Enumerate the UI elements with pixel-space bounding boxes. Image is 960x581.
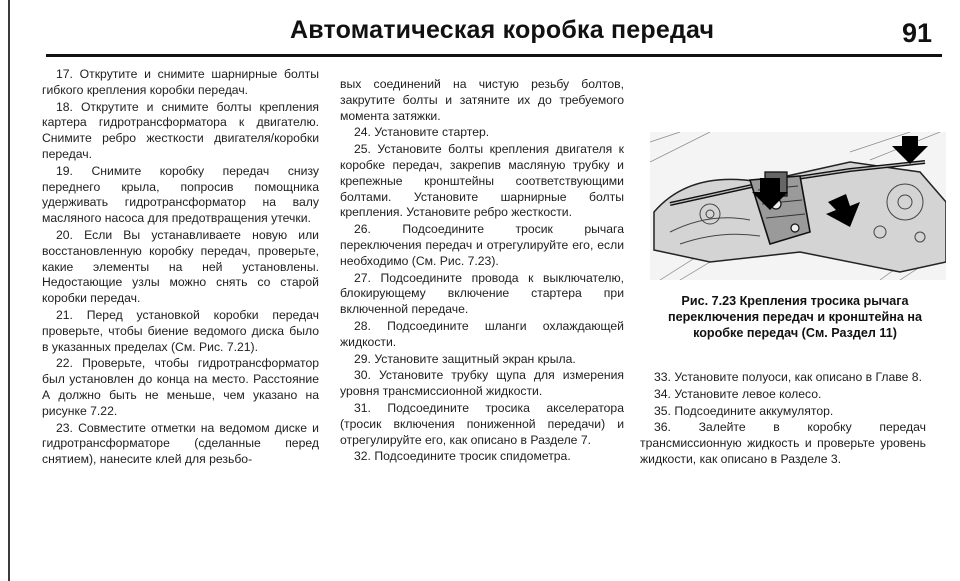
scan-edge <box>8 0 10 581</box>
figure-7-23 <box>650 132 946 280</box>
paragraph-20: 20. Если Вы устанавливаете новую или восстановленную коробку передач, проверьте, какие элементы на ней установлены. Недостающие узлы можно снять со старой коробки передач. <box>42 227 319 306</box>
paragraph-23: 23. Совместите отметки на ведомом диске и гидротрансформаторе (сделанные перед снятием), нанесите клей для резьбо- <box>42 420 319 467</box>
paragraph-23-continued: вых соединений на чистую резьбу болтов, закрутите болты и затяните их до требуемого момента затяжки. <box>340 77 624 123</box>
paragraph-36: 36. Залейте в коробку передач трансмиссионную жидкость и проверьте уровень жидкости, как описано в Разделе 3. <box>640 420 926 466</box>
paragraph-33: 33. Установите полуоси, как описано в Главе 8. <box>654 370 922 384</box>
paragraph-27: 27. Подсоедините провода к выключателю, блокирующему включение стартера при включенной передаче. <box>340 270 624 317</box>
paragraph-21: 21. Перед установкой коробки передач проверьте, чтобы биение ведомого диска было в указанных пределах (См. Рис. 7.21). <box>42 307 319 354</box>
paragraph-30: 30. Установите трубку щупа для измерения уровня трансмиссионной жидкости. <box>340 368 624 399</box>
paragraph-25: 25. Установите болты крепления двигателя к коробке передач, закрепив масляную трубку и крепежные кронштейны соответствующими болтами. Установите шарнирные болты крепления. Установите ребро жесткости. <box>340 142 624 220</box>
page-header <box>46 10 942 57</box>
paragraph-28: 28. Подсоедините шланги охлаждающей жидкости. <box>340 318 624 349</box>
paragraph-17: 17. Открутите и снимите шарнирные болты гибкого крепления коробки передач. <box>42 67 319 97</box>
paragraph-29: 29. Установите защитный экран крыла. <box>354 351 576 366</box>
paragraph-34: 34. Установите левое колесо. <box>654 386 822 401</box>
figure-caption: Рис. 7.23 Крепления тросика рычага переключения передач и кронштейна на коробке передач (См. Раздел 11) <box>667 294 923 340</box>
text-column-left <box>42 67 319 469</box>
paragraph-22: 22. Проверьте, чтобы гидротрансформатор был установлен до конца на место. Расстояние А должно быть не меньше, чем указано на рисунке 7.22. <box>42 356 319 418</box>
paragraph-35: 35. Подсоедините аккумулятор. <box>654 403 834 418</box>
text-column-middle <box>340 77 624 466</box>
text-column-right <box>640 370 926 469</box>
transmission-bracket-illustration <box>650 132 946 280</box>
page-number: 91 <box>901 18 932 48</box>
paragraph-19: 19. Снимите коробку передач снизу переднего крыла, попросив помощника удерживать гидротрансформатор на валу масляного насоса для предотвращения утечки. <box>42 163 319 226</box>
paragraph-31: 31. Подсоедините тросика акселератора (тросик включения пониженной передачи) и отрегулируйте его, как описано в Разделе 7. <box>340 400 624 447</box>
paragraph-32: 32. Подсоедините тросик спидометра. <box>354 449 571 464</box>
paragraph-26: 26. Подсоедините тросик рычага переключения передач и отрегулируйте его, если необходимо (См. Рис. 7.23). <box>340 222 624 268</box>
paragraph-24: 24. Установите стартер. <box>354 125 490 140</box>
chapter-title: Автоматическая коробка передач <box>290 16 715 44</box>
paragraph-18: 18. Открутите и снимите болты крепления картера гидротрансформатора к двигателю. Снимите ребро жесткости двигателя/коробки передач. <box>42 99 319 161</box>
